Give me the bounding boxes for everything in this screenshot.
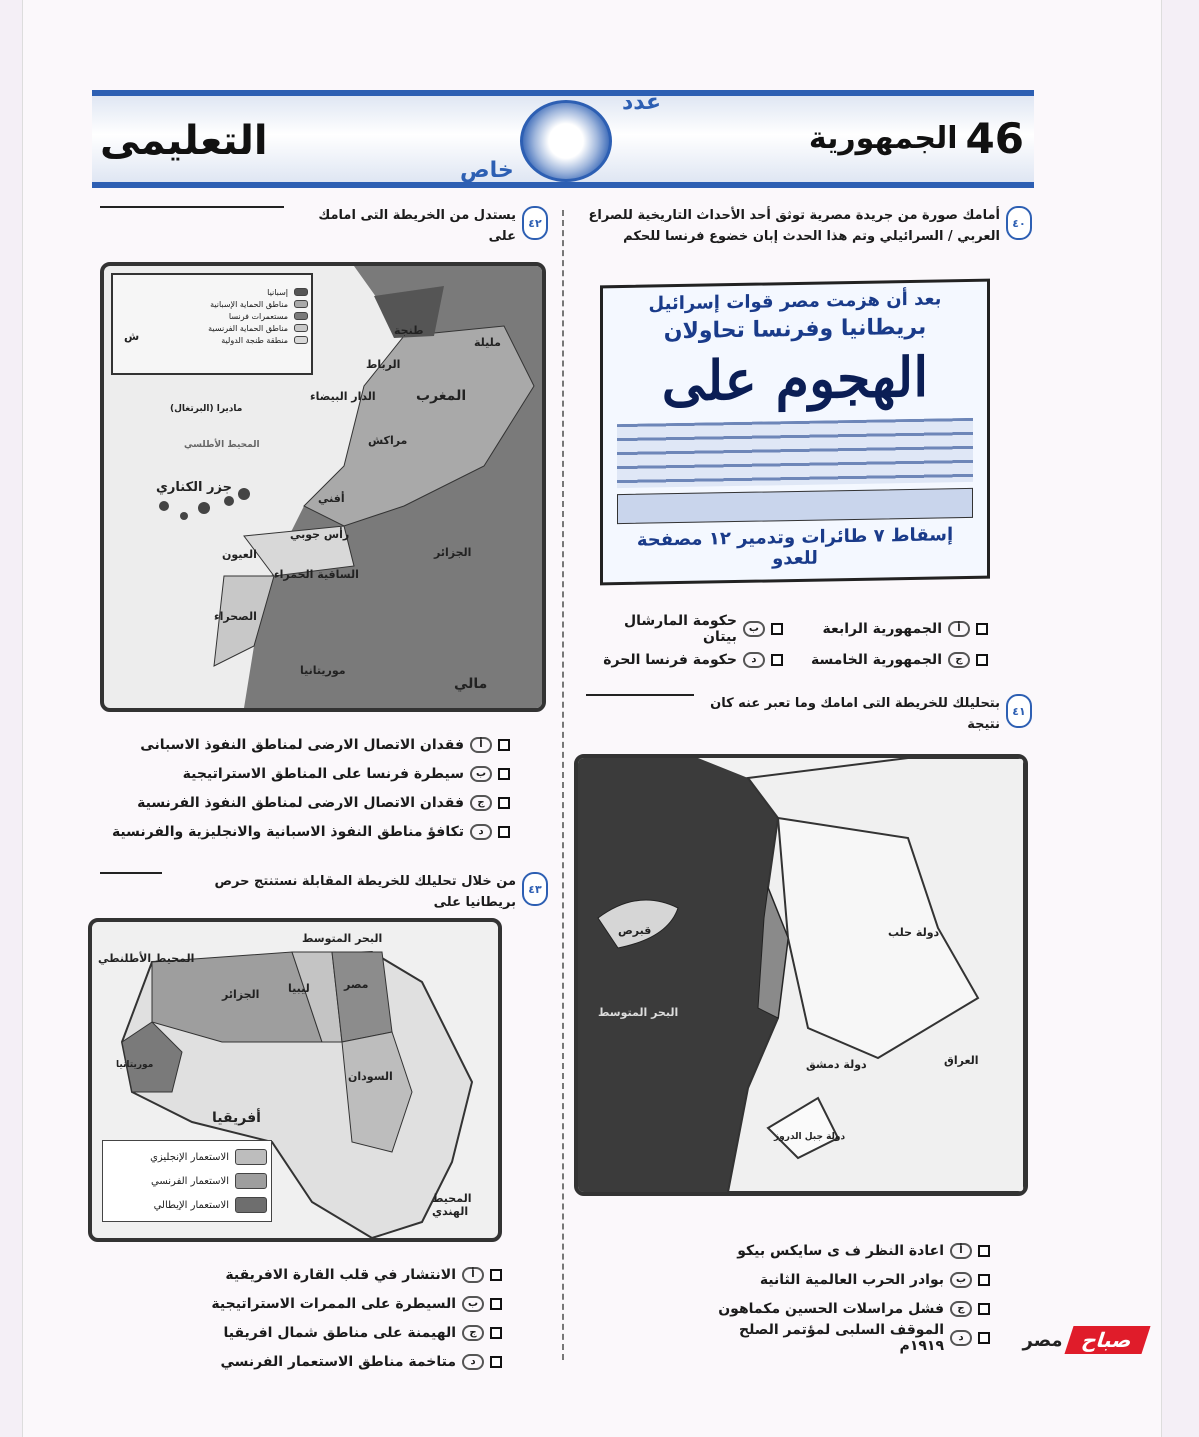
checkbox[interactable] <box>490 1298 502 1310</box>
map-label-mauritania: موريتانيا <box>300 664 346 677</box>
map-label-melilla: مليلة <box>474 336 501 349</box>
map-label-algeria: الجزائر <box>222 988 260 1001</box>
newspaper-headline: الهجوم على <box>661 344 929 414</box>
map-label-sea: البحر المتوسط <box>598 1006 679 1019</box>
option-c[interactable]: ج الهيمنة على مناطق شمال افريقيا <box>196 1318 502 1347</box>
question-40-header <box>582 206 1032 248</box>
checkbox[interactable] <box>978 1245 990 1257</box>
answer-rule <box>100 872 162 874</box>
checkbox[interactable] <box>771 654 783 666</box>
q40-options <box>588 614 988 674</box>
map-label-ifni: أفني <box>318 492 345 505</box>
map-label-africa: أفريقيا <box>212 1110 261 1126</box>
question-42-header <box>96 206 548 248</box>
checkbox[interactable] <box>490 1269 502 1281</box>
morocco-legend: إسبانيا مناطق الحماية الإسبانية مستعمرات فرنسا مناطق الحماية الفرنسية منطقة طنجة الدولية <box>204 286 308 346</box>
map-label-druze: دولة جبل الدروز <box>774 1132 846 1142</box>
map-label-laayoune: العيون <box>222 548 257 561</box>
map-label-canary: جزر الكناري <box>156 480 232 495</box>
option-d[interactable]: د حكومة فرنسا الحرة <box>588 645 783 674</box>
newspaper-line-2: بريطانيا وفرنسا تحاولان <box>663 314 927 345</box>
map-label-sudan: السودان <box>348 1070 393 1083</box>
answer-rule <box>586 694 694 696</box>
checkbox[interactable] <box>976 623 988 635</box>
option-c[interactable]: ج فقدان الاتصال الارضى لمناطق النفوذ الفرنسية <box>100 788 510 817</box>
levant-map-graphic <box>578 758 1024 1192</box>
map-label-libya: ليبيا <box>288 982 310 995</box>
brand-black-text: مصر <box>1022 1329 1063 1351</box>
q43-options <box>196 1260 502 1376</box>
option-b[interactable]: ب حكومة المارشال بيتان <box>588 614 783 643</box>
checkbox[interactable] <box>976 654 988 666</box>
map-label-indian-ocean: المحيط الهندي <box>432 1192 472 1218</box>
option-d[interactable]: د تكافؤ مناطق النفوذ الاسبانية والانجليزية والفرنسية <box>100 817 510 846</box>
question-text: من خلال تحليلك للخريطة المقابلة نستنتج حرص بريطانيا على <box>214 874 516 910</box>
q41-options <box>700 1236 990 1352</box>
map-label-saqia: الساقية الحمراء <box>274 568 359 581</box>
morocco-map <box>100 262 546 712</box>
option-b[interactable]: ب السيطرة على الممرات الاستراتيجية <box>196 1289 502 1318</box>
brand-red-text: صباح <box>1064 1326 1151 1354</box>
q42-options <box>100 730 510 846</box>
map-label-iraq: العراق <box>944 1054 979 1067</box>
checkbox[interactable] <box>978 1303 990 1315</box>
map-label-atlantic: المحيط الأطلنطي <box>98 952 195 965</box>
option-b[interactable]: ب بوادر الحرب العالمية الثانية <box>700 1265 990 1294</box>
special-label-a: عدد <box>622 90 662 115</box>
checkbox[interactable] <box>498 739 510 751</box>
question-badge: ٤٠ <box>1006 206 1032 240</box>
question-badge: ٤٢ <box>522 206 548 240</box>
question-text: أمامك صورة من جريدة مصرية توثق أحد الأحداث التاريخية للصراع العربي / السرائيلي وتم هذا الحدث إبان خضوع فرنسا للحكم <box>588 208 1000 244</box>
question-41-header <box>582 694 1032 736</box>
checkbox[interactable] <box>498 826 510 838</box>
map-label-damascus: دولة دمشق <box>806 1058 867 1071</box>
checkbox[interactable] <box>771 623 783 635</box>
question-43-header <box>96 872 548 914</box>
answer-rule <box>100 206 284 208</box>
question-text: يستدل من الخريطة التى امامك على <box>318 208 516 244</box>
newspaper-line-1: بعد أن هزمت مصر قوات إسرائيل <box>648 288 942 315</box>
option-d[interactable]: د الموقف السلبى لمؤتمر الصلح ١٩١٩م <box>700 1323 990 1352</box>
map-label-mali: مالي <box>454 676 488 692</box>
special-label-b: خاص <box>460 158 514 183</box>
option-c[interactable]: ج فشل مراسلات الحسين مكماهون <box>700 1294 990 1323</box>
option-b[interactable]: ب سيطرة فرنسا على المناطق الاستراتيجية <box>100 759 510 788</box>
map-label-algeria: الجزائر <box>434 546 472 559</box>
column-divider <box>562 210 564 1360</box>
map-label-tangier: طنجة <box>394 324 424 337</box>
map-label-cape-juby: رأس جوبي <box>290 528 350 541</box>
newspaper-clipping <box>600 279 990 586</box>
option-a[interactable]: أ الجمهورية الرابعة <box>811 614 988 643</box>
issue-number: 46 <box>965 114 1024 163</box>
map-label-mauritania: موريتانيا <box>116 1060 154 1070</box>
map-label-aleppo: دولة حلب <box>888 926 940 939</box>
africa-legend: الاستعمار الإنجليزي الاستعمار الفرنسي الاستعمار الإيطالي <box>102 1140 272 1222</box>
map-label-cyprus: قبرص <box>618 924 652 937</box>
map-label-north: ش <box>124 330 140 343</box>
question-text: بتحليلك للخريطة التى امامك وما تعبر عنه كان نتيجة <box>710 696 1000 732</box>
checkbox[interactable] <box>978 1274 990 1286</box>
map-label-atlantic: المحيط الأطلسي <box>184 440 260 450</box>
newspaper-line-4: إسقاط ٧ طائرات وتدمير ١٢ مصفحة للعدو <box>636 524 954 570</box>
africa-map <box>88 918 502 1242</box>
map-label-marrakesh: مراكش <box>368 434 408 447</box>
emblem-logo <box>520 100 612 182</box>
option-a[interactable]: أ اعادة النظر ف ى سايكس بيكو <box>700 1236 990 1265</box>
issue-block <box>809 114 1024 163</box>
brand-watermark <box>964 1322 1146 1358</box>
checkbox[interactable] <box>498 797 510 809</box>
option-d[interactable]: د متاخمة مناطق الاستعمار الفرنسي <box>196 1347 502 1376</box>
newspaper-name: الجمهورية <box>808 121 958 156</box>
checkbox[interactable] <box>490 1327 502 1339</box>
map-label-egypt: مصر <box>344 978 369 991</box>
map-label-sahara: الصحراء <box>214 610 257 623</box>
option-c[interactable]: ج الجمهورية الخامسة <box>811 645 988 674</box>
levant-map <box>574 754 1028 1196</box>
supplement-title: التعليمى <box>100 118 268 164</box>
map-label-mediterranean: البحر المتوسط <box>302 932 383 945</box>
map-label-morocco: المغرب <box>416 388 467 404</box>
newspaper-ad-strip <box>617 488 973 524</box>
checkbox[interactable] <box>490 1356 502 1368</box>
option-a[interactable]: أ فقدان الاتصال الارضى لمناطق النفوذ الاسبانى <box>100 730 510 759</box>
map-label-rabat: الرباط <box>366 358 401 371</box>
question-badge: ٤٣ <box>522 872 548 906</box>
question-badge: ٤١ <box>1006 694 1032 728</box>
newspaper-body-text <box>617 418 973 488</box>
checkbox[interactable] <box>498 768 510 780</box>
header-banner <box>92 90 1034 188</box>
map-label-casablanca: الدار البيضاء <box>310 390 376 403</box>
map-label-madeira: ماديرا (البرتغال) <box>170 404 243 414</box>
option-a[interactable]: أ الانتشار في قلب القارة الافريقية <box>196 1260 502 1289</box>
